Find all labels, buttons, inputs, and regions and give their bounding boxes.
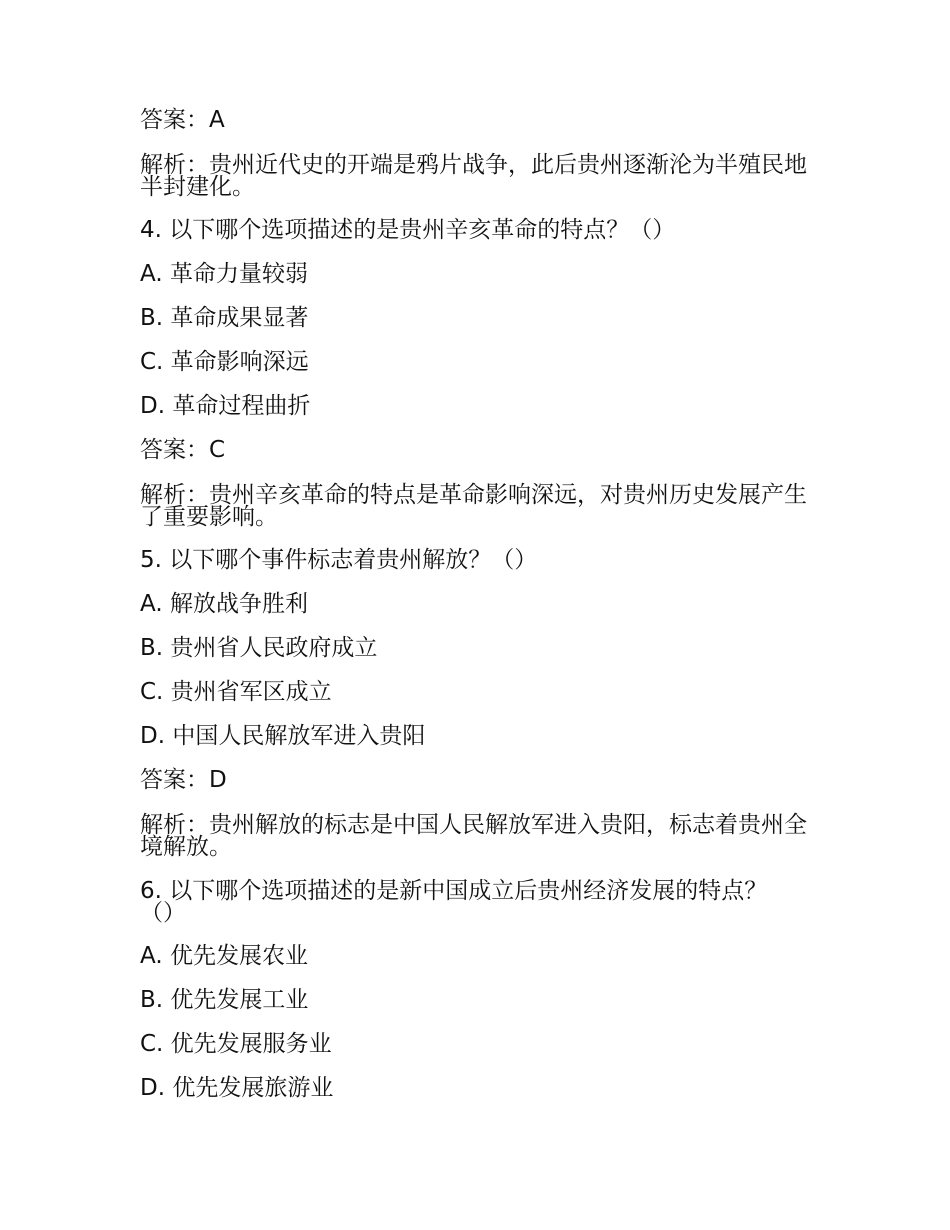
option-d: D. 革命过程曲折 xyxy=(140,393,311,419)
question-text: 4. 以下哪个选项描述的是贵州辛亥革命的特点？（） xyxy=(140,217,676,243)
answer-line: 答案：D xyxy=(140,767,227,793)
analysis-paragraph: 解析：贵州辛亥革命的特点是革命影响深远，对贵州历史发展产生了重要影响。 xyxy=(140,482,807,530)
option-a: A. 优先发展农业 xyxy=(140,943,308,969)
document-content xyxy=(140,98,815,1110)
option-a: A. 解放战争胜利 xyxy=(140,591,308,617)
question-text: 6. 以下哪个选项描述的是新中国成立后贵州经济发展的特点？（） xyxy=(140,878,768,926)
answer-line: 答案：C xyxy=(140,437,226,463)
option-b: B. 贵州省人民政府成立 xyxy=(140,635,378,661)
option-c: C. 贵州省军区成立 xyxy=(140,679,332,705)
option-c: C. 革命影响深远 xyxy=(140,349,309,375)
option-c: C. 优先发展服务业 xyxy=(140,1031,332,1057)
option-b: B. 革命成果显著 xyxy=(140,305,309,331)
analysis-paragraph: 解析：贵州近代史的开端是鸦片战争，此后贵州逐渐沦为半殖民地半封建化。 xyxy=(140,152,807,200)
answer-line: 答案：A xyxy=(140,107,225,133)
option-d: D. 中国人民解放军进入贵阳 xyxy=(140,723,426,749)
option-a: A. 革命力量较弱 xyxy=(140,261,308,287)
question-text: 5. 以下哪个事件标志着贵州解放？（） xyxy=(140,547,538,573)
option-d: D. 优先发展旅游业 xyxy=(140,1075,334,1101)
analysis-paragraph: 解析：贵州解放的标志是中国人民解放军进入贵阳，标志着贵州全境解放。 xyxy=(140,812,807,860)
option-b: B. 优先发展工业 xyxy=(140,987,309,1013)
